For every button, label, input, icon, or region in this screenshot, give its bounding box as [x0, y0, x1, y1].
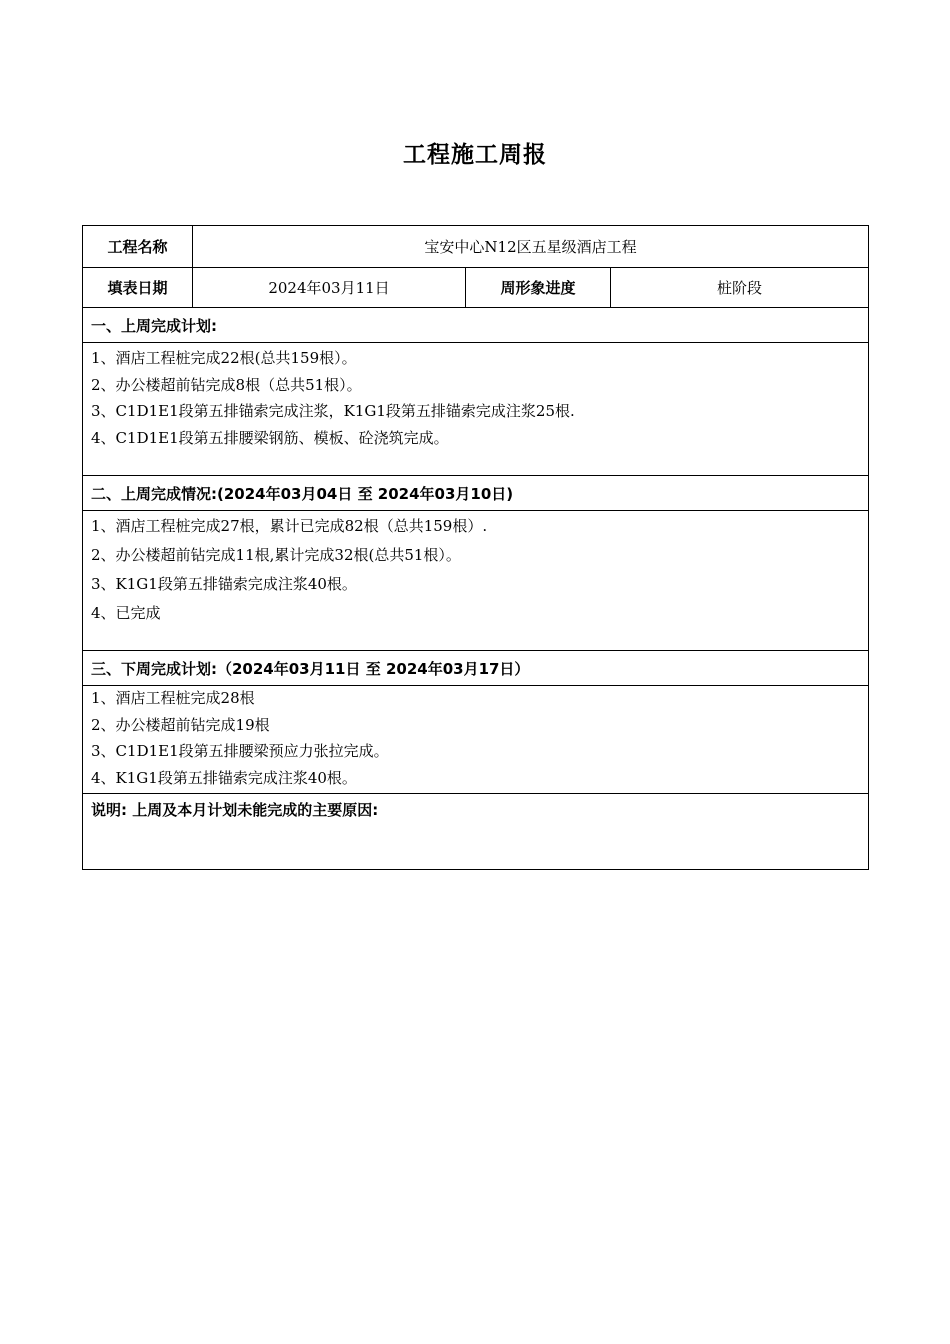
project-name-label: 工程名称 [83, 226, 193, 268]
list-item: 4、已完成 [91, 604, 161, 622]
section2-body-row [83, 511, 869, 651]
note-heading: 说明: 上周及本月计划未能完成的主要原因: [83, 794, 869, 870]
list-item: 1、酒店工程桩完成28根 [91, 689, 255, 707]
section3-heading-row [83, 651, 869, 686]
list-item: 3、C1D1E1段第五排腰梁预应力张拉完成。 [91, 742, 389, 760]
section3-heading: 三、下周完成计划:（2024年03月11日 至 2024年03月17日） [83, 651, 869, 686]
fill-date-value: 2024年03月11日 [193, 268, 466, 308]
section1-heading: 一、上周完成计划: [83, 308, 869, 343]
list-item: 3、C1D1E1段第五排锚索完成注浆，K1G1段第五排锚索完成注浆25根. [91, 402, 575, 420]
section1-heading-row [83, 308, 869, 343]
list-item: 1、酒店工程桩完成27根，累计已完成82根（总共159根）. [91, 517, 488, 535]
page-title: 工程施工周报 [403, 142, 547, 168]
section1-body-row [83, 343, 869, 476]
section2-heading-row [83, 476, 869, 511]
section2-body [83, 511, 869, 651]
weekly-report-table [82, 225, 869, 870]
section3-body [83, 686, 869, 794]
project-name-value: 宝安中心N12区五星级酒店工程 [193, 226, 869, 268]
note-row [83, 794, 869, 870]
list-item: 3、K1G1段第五排锚索完成注浆40根。 [91, 575, 357, 593]
section3-body-row [83, 686, 869, 794]
list-item: 1、酒店工程桩完成22根(总共159根）。 [91, 349, 357, 367]
weekly-progress-label: 周形象进度 [466, 268, 611, 308]
date-row [83, 268, 869, 308]
project-row [83, 226, 869, 268]
fill-date-label: 填表日期 [83, 268, 193, 308]
list-item: 2、办公楼超前钻完成11根,累计完成32根(总共51根）。 [91, 546, 461, 564]
list-item: 2、办公楼超前钻完成19根 [91, 715, 270, 734]
section1-body [83, 343, 869, 476]
list-item: 4、K1G1段第五排锚索完成注浆40根。 [91, 768, 357, 787]
list-item: 4、C1D1E1段第五排腰梁钢筋、模板、砼浇筑完成。 [91, 428, 449, 447]
weekly-progress-value: 桩阶段 [611, 268, 869, 308]
section2-heading: 二、上周完成情况:(2024年03月04日 至 2024年03月10日) [83, 476, 869, 511]
list-item: 2、办公楼超前钻完成8根（总共51根）。 [91, 375, 362, 394]
